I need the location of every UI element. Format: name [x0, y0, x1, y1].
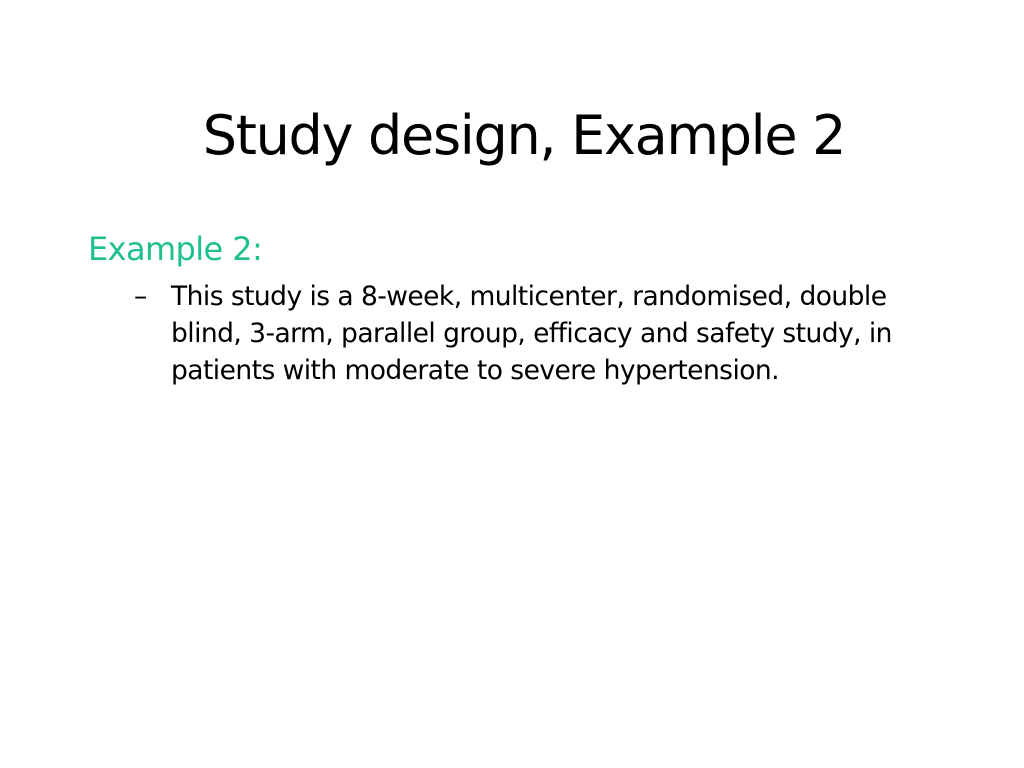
slide-title: Study design, Example 2: [202, 104, 846, 167]
example-heading: Example 2:: [88, 230, 263, 268]
bullet-text: This study is a 8-week, multicenter, randomised, double blind, 3-arm, parallel group, efficacy and safety study, in patients with moderate to severe hypertension.: [171, 281, 892, 386]
dash-bullet-marker: –: [134, 281, 147, 312]
bullet-item: [134, 278, 924, 389]
